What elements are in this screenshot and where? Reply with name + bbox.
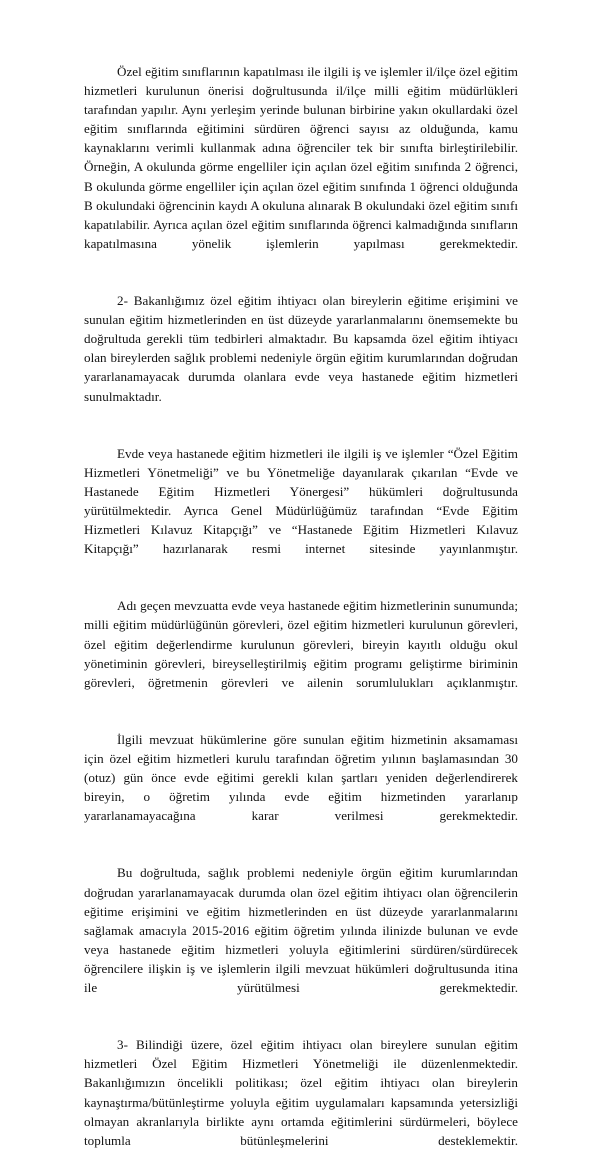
paragraph-7: 3- Bilindiği üzere, özel eğitim ihtiyacı olan bireylere sunulan eğitim hizmetleri Özel Eğitim Hizmetleri Yönetmeliği ile düzenlenmektedir. Bakanlığımızın öncelikli politikası; özel eğitim ihtiyacı olan bireylerin kaynaştırma/bütünleştirme yoluyla eğitim uygulamaları kapsamında yetersizliği olmayan akranlarıyla birlikte aynı ortamda eğitimlerini sürdürmeleri, böylece toplumla bütünleşmelerini desteklemektir.: [84, 1037, 518, 1148]
paragraph-4: Adı geçen mevzuatta evde veya hastanede eğitim hizmetlerinin sunumunda; milli eğitim müdürlüğünün görevleri, özel eğitim hizmetleri kurulunun görevleri, özel eğitim değerlendirme kurulunun görevleri, bireyin kayıtlı olduğu okul yönetiminin görevleri, bireyselleştirilmiş eğitim programı geliştirme biriminin görevleri, öğretmenin görevleri ve ailenin sorumlulukları açıklanmıştır.: [84, 598, 518, 690]
document-body: [84, 62, 518, 1169]
paragraph-1: Özel eğitim sınıflarının kapatılması ile ilgili iş ve işlemler il/ilçe özel eğitim hizmetleri kurulunun önerisi doğrultusunda il/ilçe milli eğitim müdürlükleri tarafından yapılır. Aynı yerleşim yerinde bulunan birbirine yakın okullardaki özel eğitim sınıflarında eğitimini sürdüren öğrenci sayısı az olduğunda, kamu kaynaklarını verimli kullanmak adına öğrenciler tek bir sınıfta birleştirilebilir. Örneğin, A okulunda görme engelliler için açılan özel eğitim sınıfında 2 öğrenci, B okulunda görme engelliler için açılan özel eğitim sınıfında 1 öğrenci olduğunda B okulundaki öğrencinin kaydı A okuluna alınarak B okulundaki özel eğitim sınıfı kapatılabilir. Ayrıca açılan özel eğitim sınıflarında öğrenci kalmadığında sınıfların kapatılmasına yönelik işlemlerin yapılması gerekmektedir.: [84, 64, 518, 251]
paragraph-3: Evde veya hastanede eğitim hizmetleri ile ilgili iş ve işlemler “Özel Eğitim Hizmetleri Yönetmeliği” ve bu Yönetmeliğe dayanılarak çıkarılan “Evde ve Hastanede Eğitim Hizmetleri Yönergesi” hükümleri doğrultusunda yürütülmektedir. Ayrıca Genel Müdürlüğümüz tarafından “Evde Eğitim Hizmetleri Kılavuz Kitapçığı” ve “Hastanede Eğitim Hizmetleri Kılavuz Kitapçığı” hazırlanarak resmi internet sitesinde yayınlanmıştır.: [84, 445, 518, 557]
paragraph-5: İlgili mevzuat hükümlerine göre sunulan eğitim hizmetinin aksamaması için özel eğitim hizmetleri kurulu tarafından öğretim yılının başlamasından 30 (otuz) gün önce evde eğitimi gerekli kılan şartları yeniden değerlendirerek bireyin, o öğretim yılında evde eğitim hizmetinden yararlanıp yararlanamayacağına karar verilmesi gerekmektedir.: [84, 731, 518, 824]
paragraph-2: 2- Bakanlığımız özel eğitim ihtiyacı olan bireylerin eğitime erişimini ve sunulan eğitim hizmetlerinden en üst düzeyde yararlanmalarını önemsemekte bu doğrultuda gerekli tüm tedbirleri almaktadır. Bu kapsamda özel eğitim ihtiyacı olan bireylerden sağlık problemi nedeniyle örgün eğitim kurumlarından doğrudan yararlanamayacak durumda olanlara evde veya hastanede eğitim hizmetleri sunulmaktadır.: [84, 293, 518, 404]
paragraph-6: Bu doğrultuda, sağlık problemi nedeniyle örgün eğitim kurumlarından doğrudan yararlanamayacak durumda olan özel eğitim ihtiyacı olan öğrencilerin eğitime erişimini ve eğitim hizmetlerinden en üst düzeyde yararlanmalarını sağlamak amacıyla 2015-2016 eğitim öğretim yılında ilinizde bulunan ve evde veya hastanede eğitim hizmetleri yoluyla eğitimlerini sürdüren/sürdürecek öğrencilere ilişkin iş ve işlemlerin ilgili mevzuat hükümleri doğrultusunda itina ile yürütülmesi gerekmektedir.: [84, 865, 518, 996]
